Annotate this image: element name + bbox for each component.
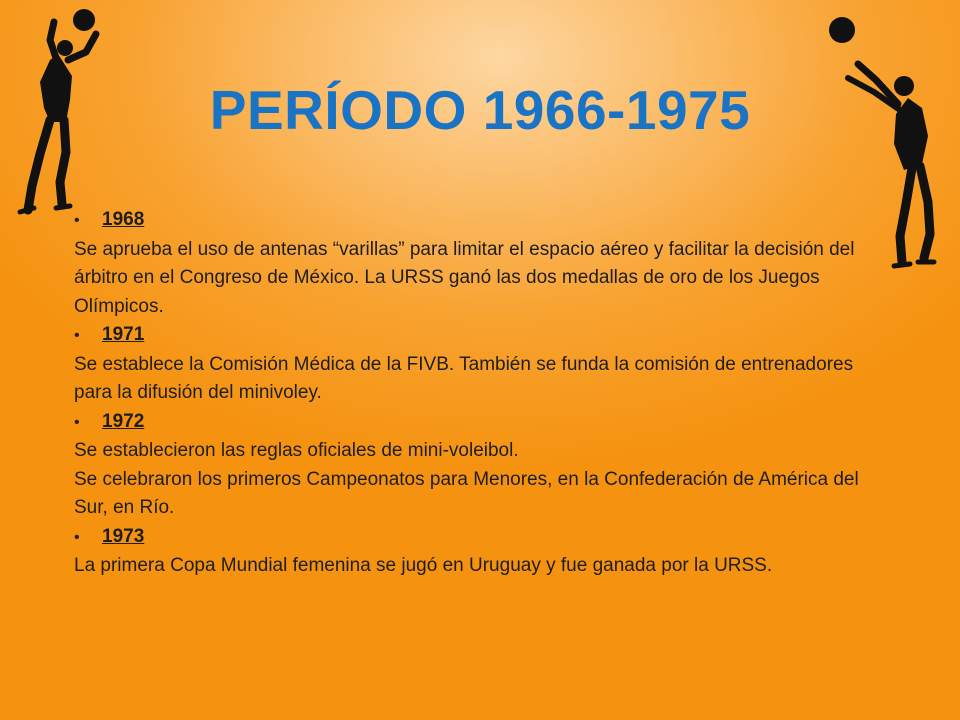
entry-text: Se establecieron las reglas oficiales de mini-voleibol. <box>74 440 519 461</box>
timeline-entry <box>74 408 884 523</box>
timeline-entry <box>74 523 884 581</box>
slide-title: PERÍODO 1966-1975 <box>209 79 751 141</box>
timeline-list <box>74 206 884 581</box>
entry-text: La primera Copa Mundial femenina se jugó en Uruguay y fue ganada por la URSS. <box>74 555 773 576</box>
bullet-icon: • <box>74 212 80 229</box>
bullet-icon: • <box>74 528 80 546</box>
entry-text: Se aprueba el uso de antenas “varillas” para limitar el espacio aéreo y facilitar la decisión del árbitro en el Congreso de México. La URSS ganó las dos medallas de oro de los Juegos Olímpicos. <box>74 238 855 317</box>
timeline-entry <box>74 206 884 321</box>
entry-text: Se establece la Comisión Médica de la FIVB. También se funda la comisión de entrenadores para la difusión del minivoley. <box>74 353 854 403</box>
timeline-entry <box>74 321 884 408</box>
entry-heading <box>74 408 884 438</box>
bullet-icon: • <box>74 327 80 344</box>
entry-year: 1971 <box>102 324 145 345</box>
entry-heading <box>74 321 884 351</box>
entry-heading <box>74 523 884 553</box>
entry-heading <box>74 206 884 236</box>
entry-year: 1972 <box>102 410 145 432</box>
entry-year: 1968 <box>102 209 145 230</box>
entry-year: 1973 <box>102 525 145 547</box>
bullet-icon: • <box>74 413 80 431</box>
entry-text: Se celebraron los primeros Campeonatos para Menores, en la Confederación de América del Sur, en Río. <box>74 468 859 518</box>
